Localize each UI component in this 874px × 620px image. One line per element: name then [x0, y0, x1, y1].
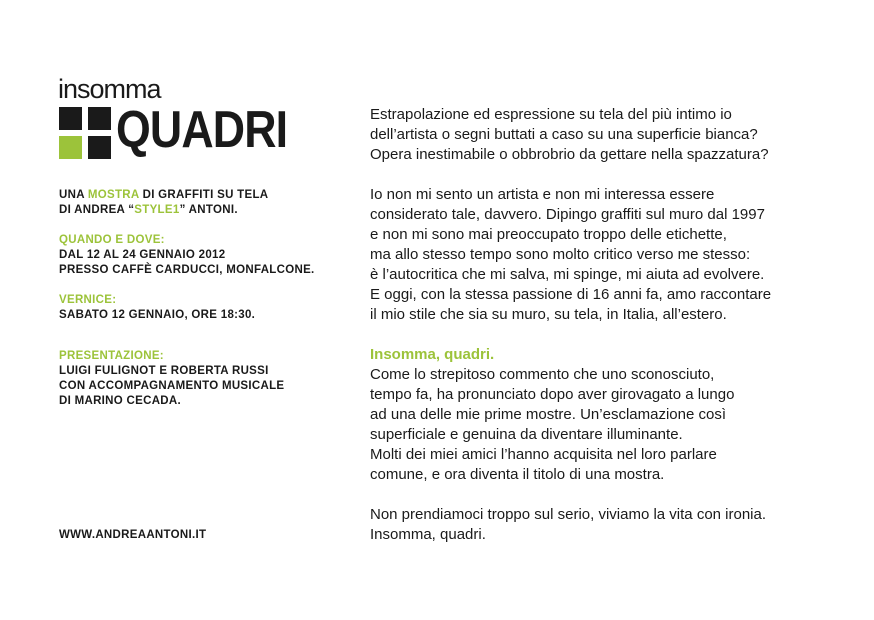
body-line: E oggi, con la stessa passione di 16 anni fa, amo raccontare [370, 286, 772, 303]
vernice-heading: VERNICE: [59, 294, 117, 306]
intro-text: DI GRAFFITI SU TELA [139, 189, 269, 201]
body-line: Estrapolazione ed espressione su tela del più intimo io [370, 106, 732, 123]
vernice-line: SABATO 12 GENNAIO, ORE 18:30. [59, 309, 256, 321]
body-line: superficiale e genuina da diventare illuminante. [370, 426, 683, 443]
logo-quadri-text: QUADRI [116, 101, 288, 159]
logo [58, 74, 288, 166]
body-paragraph-1 [370, 105, 840, 165]
body-line: il mio stile che sia su muro, su tela, in Italia, all’estero. [370, 306, 727, 323]
logo-square-top-right [88, 107, 111, 130]
body-line: e non mi sono mai preoccupato troppo delle etichette, [370, 226, 727, 243]
when-line: PRESSO CAFFÈ CARDUCCI, MONFALCONE. [59, 264, 315, 276]
body-line: Opera inestimabile o obbrobrio da gettare nella spazzatura? [370, 146, 769, 163]
logo-insomma-text: insomma [58, 74, 161, 104]
presentation-line: DI MARINO CECADA. [59, 395, 182, 407]
presentation-block [59, 349, 359, 409]
logo-squares-icon [59, 107, 111, 159]
website-block [59, 528, 359, 543]
logo-square-top-left [59, 107, 82, 130]
intro-text: UNA [59, 189, 88, 201]
intro-text: DI ANDREA “ [59, 204, 135, 216]
presentation-line: LUIGI FULIGNOT E ROBERTA RUSSI [59, 365, 269, 377]
presentation-heading: PRESENTAZIONE: [59, 350, 164, 362]
logo-square-bottom-right [88, 136, 111, 159]
body-paragraph-4 [370, 505, 840, 545]
body-line: Molti dei miei amici l’hanno acquisita nel loro parlare [370, 446, 717, 463]
intro-block [59, 188, 359, 218]
body-line: è l’autocritica che mi salva, mi spinge, mi aiuta ad evolvere. [370, 266, 765, 283]
body-paragraph-3 [370, 345, 840, 485]
when-line: DAL 12 AL 24 GENNAIO 2012 [59, 249, 226, 261]
intro-text: ” ANTONI. [179, 204, 238, 216]
body-line: considerato tale, davvero. Dipingo graffiti sul muro dal 1997 [370, 206, 765, 223]
body-line: ma allo stesso tempo sono molto critico verso me stesso: [370, 246, 751, 263]
intro-highlight-style1: STYLE1 [134, 204, 180, 216]
intro-line-2 [59, 203, 359, 218]
logo-square-bottom-left-accent [59, 136, 82, 159]
intro-line-1 [59, 188, 359, 203]
presentation-line: CON ACCOMPAGNAMENTO MUSICALE [59, 380, 285, 392]
body-line: Insomma, quadri. [370, 526, 486, 543]
when-block [59, 233, 359, 278]
body-line: Come lo strepitoso commento che uno sconosciuto, [370, 366, 715, 383]
intro-highlight-mostra: MOSTRA [87, 189, 140, 201]
body-line: ad una delle mie prime mostre. Un’esclamazione così [370, 406, 726, 423]
body-paragraph-2 [370, 185, 840, 325]
vernice-block [59, 293, 359, 323]
body-line: Non prendiamoci troppo sul serio, viviamo la vita con ironia. [370, 506, 767, 523]
website-link[interactable]: WWW.ANDREAANTONI.IT [59, 529, 207, 541]
body-line: dell’artista o segni buttati a caso su una superficie bianca? [370, 126, 758, 143]
body-line: Io non mi sento un artista e non mi interessa essere [370, 186, 715, 203]
body-line: tempo fa, ha pronunciato dopo aver girovagato a lungo [370, 386, 735, 403]
when-heading: QUANDO E DOVE: [59, 234, 165, 246]
body-heading: Insomma, quadri. [370, 346, 495, 363]
body-line: comune, e ora diventa il titolo di una mostra. [370, 466, 665, 483]
